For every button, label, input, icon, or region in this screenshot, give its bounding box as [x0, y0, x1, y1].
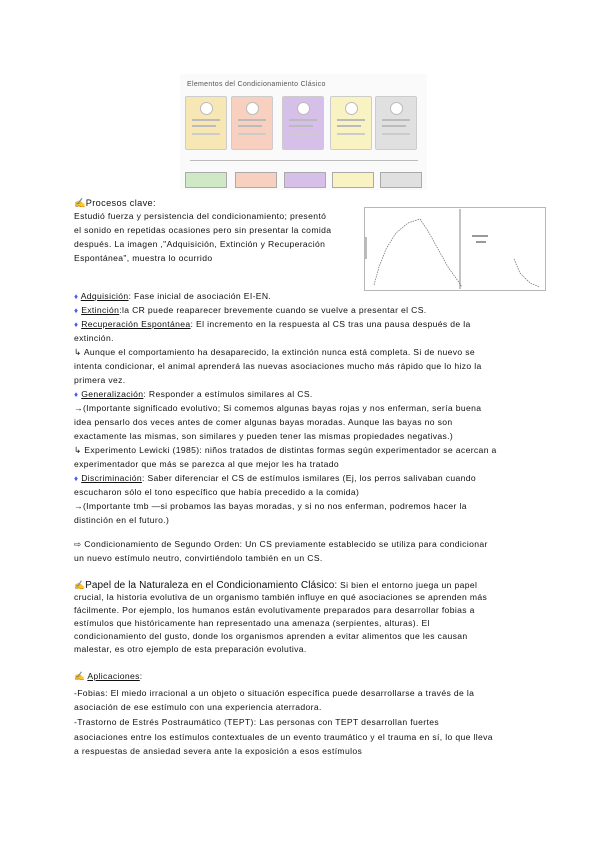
procesos-line: Estudió fuerza y persistencia del condicionamiento; presentó: [74, 211, 327, 221]
list-item-adquisicion: ♦ Adquisición: Fase inicial de asociación EI-EN.: [74, 291, 272, 301]
list-note: ↳ Aunque el comportamiento ha desaparecido, la extinción nunca está completa. Si de nuevo se: [74, 347, 476, 357]
figure-card: [330, 96, 372, 150]
papel-line: crucial, la historia evolutiva de un organismo también influye en qué asociaciones se aprenden más: [74, 592, 488, 602]
procesos-line: después. La imagen ,"Adquisición, Extinción y Recuperación: [74, 239, 326, 249]
diamond-icon: ♦: [74, 390, 79, 399]
papel-line: malestar, es otro ejemplo de esta preparación evolutiva.: [74, 644, 307, 654]
classical-conditioning-figure: [180, 74, 427, 190]
aplicaciones-heading: ✍ Aplicaciones:: [74, 671, 143, 681]
segundo-orden-line: ⇨ Condicionamiento de Segundo Orden: Un CS previamente establecido se utiliza para condicionar: [74, 539, 488, 549]
list-line: ↳ Experimento Lewicki (1985): niños tratados de distintas formas según experimentador se acercan a: [74, 445, 497, 455]
list-line: exactamente las mismas, son similares y pueden tener las mismas propiedades negativas.): [74, 431, 454, 441]
segundo-orden-line: un nuevo estímulo neutro, convirtiéndolo también en un CS.: [74, 553, 323, 563]
acquisition-extinction-graph: [364, 207, 546, 291]
list-line: extinción.: [74, 333, 114, 343]
figure-card: [231, 96, 273, 150]
list-item-extincion: ♦ Extinción:la CR puede reaparecer brevemente cuando se vuelve a presentar el CS.: [74, 305, 427, 315]
pen-icon: ✍: [74, 198, 86, 208]
figure-step: [332, 172, 374, 188]
list-item-discriminacion: ♦ Discriminación: Saber diferenciar el CS de estímulos ismilares (Ej, los perros salivaban cuando: [74, 473, 477, 483]
aplicaciones-line: asociación de ese estímulo con una experiencia aterradora.: [74, 702, 322, 712]
pen-icon: ✍: [74, 671, 86, 681]
aplicaciones-line: asociaciones entre los estímulos contextuales de un evento traumático y el trauma en sí, lo que lleva: [74, 732, 493, 742]
procesos-line: el sonido en repetidas ocasiones pero sin presentar la comida: [74, 225, 332, 235]
figure-step: [235, 172, 277, 188]
figure-title: Elementos del Condicionamiento Clásico: [187, 81, 326, 88]
list-line: escucharon sólo el tono específico que había precedido a la comida): [74, 487, 360, 497]
figure-step: [380, 172, 422, 188]
diamond-icon: ♦: [74, 292, 79, 301]
papel-line: fácilmente. Por ejemplo, los humanos están evolutivamente preparados para desarrollar fobias a: [74, 605, 475, 615]
pen-icon: ✍: [74, 580, 86, 590]
figure-step: [284, 172, 326, 188]
papel-line: condicionamiento del gusto, donde los organismos aprenden a evitar alimentos que les causan: [74, 631, 468, 641]
list-line: experimentador que más se parezca al que mejor les ha tratado: [74, 459, 339, 469]
list-item-generalizacion: ♦ Generalización: Responder a estímulos similares al CS.: [74, 389, 313, 399]
list-note: primera vez.: [74, 375, 126, 385]
diamond-icon: ♦: [74, 320, 79, 329]
procesos-line: Espontánea", muestra lo ocurrido: [74, 253, 213, 263]
list-item-recuperacion: ♦ Recuperación Espontánea: El incremento en la respuesta al CS tras una pausa después de la: [74, 319, 471, 329]
procesos-heading: ✍Procesos clave:: [74, 198, 156, 208]
diamond-icon: ♦: [74, 474, 79, 483]
aplicaciones-line: a respuestas de ansiedad severa ante la exposición a esos estímulos: [74, 746, 363, 756]
figure-card: [375, 96, 417, 150]
list-line: →(Importante significado evolutivo; Si comemos algunas bayas rojas y nos enferman, sería buena: [74, 403, 482, 413]
diamond-icon: ♦: [74, 306, 79, 315]
aplicaciones-line: -Trastorno de Estrés Postraumático (TEPT): Las personas con TEPT desarrollan fuertes: [74, 717, 440, 727]
list-line: idea pensarlo dos veces antes de comer algunas bayas moradas. Aunque las bayas no son: [74, 417, 453, 427]
papel-line: estímulos que históricamente han representado una amenaza (serpientes, alturas). El: [74, 618, 430, 628]
list-note: intenta condicionar, el animal aprenderá las nuevas asociaciones mucho más rápido que lo hizo la: [74, 361, 482, 371]
list-line: distinción en el futuro.): [74, 515, 170, 525]
papel-heading-line: ✍Papel de la Naturaleza en el Condicionamiento Clásico: Si bien el entorno juega un papel: [74, 580, 478, 591]
figure-step: [185, 172, 227, 188]
figure-card: [282, 96, 324, 150]
figure-card: [185, 96, 227, 150]
aplicaciones-line: -Fobias: El miedo irracional a un objeto o situación específica puede desarrollarse a través de la: [74, 688, 475, 698]
list-line: →(Importante tmb —si probamos las bayas moradas, y si no nos enferman, podremos hacer la: [74, 501, 467, 511]
